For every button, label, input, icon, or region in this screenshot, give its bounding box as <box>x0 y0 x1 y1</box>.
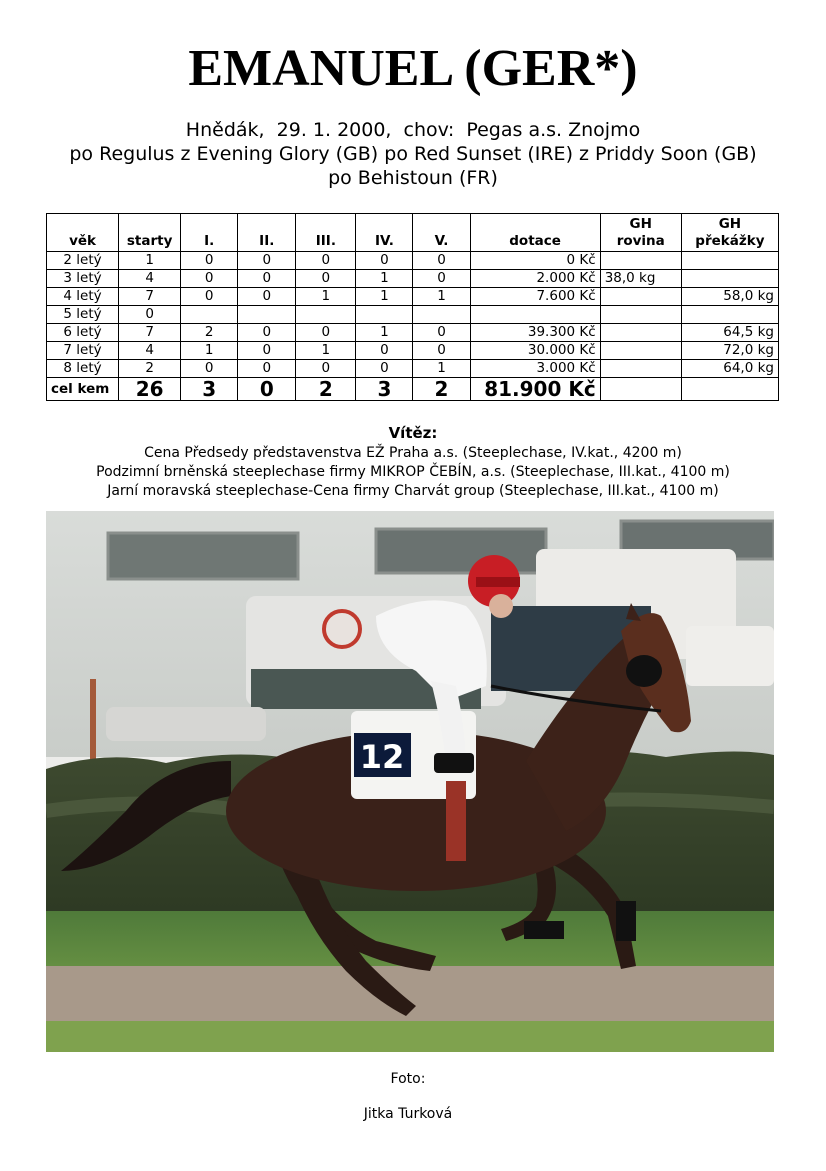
cell-gh-jump: 72,0 kg <box>681 342 778 360</box>
cell-age: 4 letý <box>47 288 119 306</box>
total-cell-gh-flat <box>600 378 681 401</box>
total-cell-first: 3 <box>181 378 238 401</box>
cell-third: 1 <box>296 288 356 306</box>
winner-section <box>0 424 826 501</box>
cell-fifth: 0 <box>413 342 470 360</box>
cell-third <box>296 306 356 324</box>
cell-gh-flat <box>600 360 681 378</box>
winner-race: Jarní moravská steeplechase-Cena firmy Charvát group (Steeplechase, III.kat., 4100 m) <box>107 483 719 499</box>
col-first: I. <box>181 214 238 252</box>
cell-second: 0 <box>238 270 296 288</box>
winner-race: Cena Předsedy představenstva EŽ Praha a.s. (Steeplechase, IV.kat., 4200 m) <box>144 445 682 461</box>
cell-gh-jump: 58,0 kg <box>681 288 778 306</box>
cell-prize: 39.300 Kč <box>470 324 600 342</box>
cell-fourth: 0 <box>356 342 413 360</box>
cell-fourth: 1 <box>356 288 413 306</box>
cell-first: 2 <box>181 324 238 342</box>
cell-starts: 4 <box>119 342 181 360</box>
cell-starts: 2 <box>119 360 181 378</box>
table-row <box>47 306 779 324</box>
info-line-color-date-breeder: Hnědák, 29. 1. 2000, chov: Pegas a.s. Znojmo <box>185 119 641 141</box>
cell-age: 6 letý <box>47 324 119 342</box>
horse-info <box>0 118 826 190</box>
cell-starts: 7 <box>119 324 181 342</box>
cell-age: 2 letý <box>47 252 119 270</box>
cell-fourth: 0 <box>356 252 413 270</box>
total-cell-third: 2 <box>296 378 356 401</box>
cell-fourth: 1 <box>356 324 413 342</box>
cell-second: 0 <box>238 252 296 270</box>
total-cell-fifth: 2 <box>413 378 470 401</box>
cell-gh-flat <box>600 342 681 360</box>
table-row <box>47 270 779 288</box>
table-row <box>47 342 779 360</box>
cell-prize: 2.000 Kč <box>470 270 600 288</box>
cell-prize <box>470 306 600 324</box>
col-fourth: IV. <box>356 214 413 252</box>
cell-prize: 30.000 Kč <box>470 342 600 360</box>
table-row <box>47 288 779 306</box>
cell-first: 0 <box>181 288 238 306</box>
cell-first: 0 <box>181 360 238 378</box>
total-cell-gh-jump <box>681 378 778 401</box>
cell-third: 0 <box>296 360 356 378</box>
cell-second: 0 <box>238 324 296 342</box>
col-gh-jump: GH překážky <box>681 214 778 252</box>
cell-gh-flat <box>600 288 681 306</box>
cell-second: 0 <box>238 288 296 306</box>
total-cell-second: 0 <box>238 378 296 401</box>
race-record-table <box>46 213 779 401</box>
cell-gh-flat <box>600 252 681 270</box>
total-cell-fourth: 3 <box>356 378 413 401</box>
cell-gh-jump <box>681 270 778 288</box>
cell-fourth: 0 <box>356 360 413 378</box>
table-total-row <box>47 378 779 401</box>
cell-third: 0 <box>296 270 356 288</box>
info-line-pedigree: po Regulus z Evening Glory (GB) po Red Sunset (IRE) z Priddy Soon (GB) <box>69 143 757 165</box>
cell-age: 7 letý <box>47 342 119 360</box>
cell-third: 1 <box>296 342 356 360</box>
cell-gh-jump: 64,5 kg <box>681 324 778 342</box>
cell-age: 3 letý <box>47 270 119 288</box>
info-line-pedigree-cont: po Behistoun (FR) <box>328 167 498 189</box>
horse-name: EMANUEL (GER*) <box>188 40 638 97</box>
cell-age: 8 letý <box>47 360 119 378</box>
table-row <box>47 360 779 378</box>
cell-first <box>181 306 238 324</box>
cell-fourth <box>356 306 413 324</box>
cell-prize: 3.000 Kč <box>470 360 600 378</box>
col-second: II. <box>238 214 296 252</box>
cell-starts: 0 <box>119 306 181 324</box>
cell-fourth: 1 <box>356 270 413 288</box>
table-row <box>47 252 779 270</box>
cell-prize: 7.600 Kč <box>470 288 600 306</box>
cell-first: 0 <box>181 270 238 288</box>
cell-gh-jump <box>681 252 778 270</box>
horse-photo <box>46 511 774 1052</box>
cell-starts: 7 <box>119 288 181 306</box>
col-third: III. <box>296 214 356 252</box>
cell-third: 0 <box>296 252 356 270</box>
cell-first: 1 <box>181 342 238 360</box>
winner-title: Vítěz: <box>388 424 438 442</box>
cell-second: 0 <box>238 342 296 360</box>
table-row <box>47 324 779 342</box>
cell-prize: 0 Kč <box>470 252 600 270</box>
cell-starts: 4 <box>119 270 181 288</box>
cell-first: 0 <box>181 252 238 270</box>
cell-fifth: 1 <box>413 360 470 378</box>
cell-fifth: 0 <box>413 324 470 342</box>
cell-second <box>238 306 296 324</box>
winner-race: Podzimní brněnská steeplechase firmy MIKROP ČEBÍN, a.s. (Steeplechase, III.kat., 4100 m) <box>96 464 730 480</box>
photo-credit-label: Foto: <box>390 1071 426 1087</box>
table-header-row <box>47 214 779 252</box>
cell-fifth: 1 <box>413 288 470 306</box>
cell-gh-jump <box>681 306 778 324</box>
cell-starts: 1 <box>119 252 181 270</box>
cell-third: 0 <box>296 324 356 342</box>
col-gh-flat: GH rovina <box>600 214 681 252</box>
cell-gh-flat <box>600 324 681 342</box>
cell-gh-flat <box>600 306 681 324</box>
cell-gh-jump: 64,0 kg <box>681 360 778 378</box>
saddle-number: 12 <box>359 738 405 776</box>
cell-age: 5 letý <box>47 306 119 324</box>
col-age: věk <box>47 214 119 252</box>
total-cell-age: cel kem <box>47 378 119 401</box>
cell-fifth: 0 <box>413 252 470 270</box>
cell-gh-flat: 38,0 kg <box>600 270 681 288</box>
total-cell-prize: 81.900 Kč <box>470 378 600 401</box>
cell-second: 0 <box>238 360 296 378</box>
cell-fifth <box>413 306 470 324</box>
total-cell-starts: 26 <box>119 378 181 401</box>
col-prize: dotace <box>470 214 600 252</box>
cell-fifth: 0 <box>413 270 470 288</box>
col-fifth: V. <box>413 214 470 252</box>
col-starts: starty <box>119 214 181 252</box>
photo-credit-author: Jitka Turková <box>363 1106 453 1122</box>
